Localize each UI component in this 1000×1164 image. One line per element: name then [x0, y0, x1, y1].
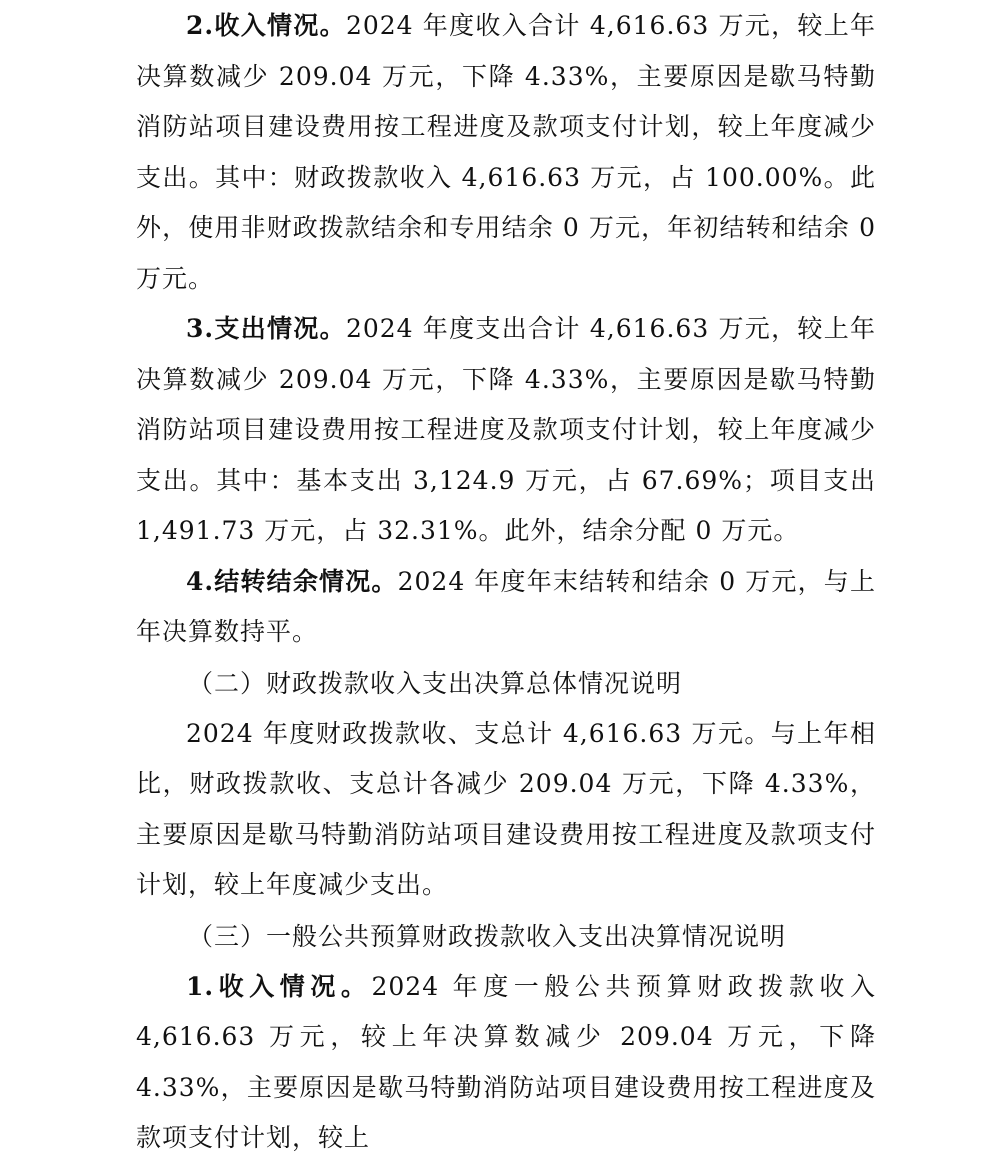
- income-paragraph: [136, 1, 876, 304]
- income-lead: 2.收入情况。: [186, 11, 346, 40]
- expense-lead: 3.支出情况。: [186, 314, 346, 343]
- expense-text: 2024 年度支出合计 4,616.63 万元，较上年决算数减少 209.04 万元，下降 4.33%，主要原因是歇马特勤消防站项目建设费用按工程进度及款项支付计划，较上年度减少支出。其中：基本支出 3,124.9 万元，占 67.69%；项目支出 1,491.73 万元，占 32.31%。此外，结余分配 0 万元。: [136, 314, 876, 545]
- carryover-paragraph: [136, 557, 876, 658]
- general-income-paragraph: [136, 962, 876, 1164]
- section3-heading: （三）一般公共预算财政拨款收入支出决算情况说明: [188, 921, 787, 951]
- general-income-lead: 1.收入情况。: [186, 971, 372, 1001]
- income-text: 2024 年度收入合计 4,616.63 万元，较上年决算数减少 209.04 万元，下降 4.33%，主要原因是歇马特勤消防站项目建设费用按工程进度及款项支付计划，较上年度减少支出。其中：财政拨款收入 4,616.63 万元，占 100.00%。此外，使用非财政拨款结余和专用结余 0 万元，年初结转和结余 0 万元。: [136, 11, 876, 293]
- carryover-text: 2024 年度年末结转和结余 0 万元，与上年决算数持平。: [136, 566, 876, 646]
- carryover-lead: 4.结转结余情况。: [186, 566, 398, 596]
- section2-paragraph: 2024 年度财政拨款收、支总计 4,616.63 万元。与上年相比，财政拨款收、支总计各减少 209.04 万元，下降 4.33%，主要原因是歇马特勤消防站项目建设费用按工程进度及款项支付计划，较上年度减少支出。: [136, 718, 876, 899]
- section2-heading: （二）财政拨款收入支出决算总体情况说明: [188, 668, 683, 698]
- document-page: [136, 0, 876, 1164]
- general-income-text: 2024 年度一般公共预算财政拨款收入 4,616.63 万元，较上年决算数减少 209.04 万元，下降 4.33%，主要原因是歇马特勤消防站项目建设费用按工程进度及款项支付计划，较上: [136, 971, 876, 1152]
- expense-paragraph: [136, 304, 876, 557]
